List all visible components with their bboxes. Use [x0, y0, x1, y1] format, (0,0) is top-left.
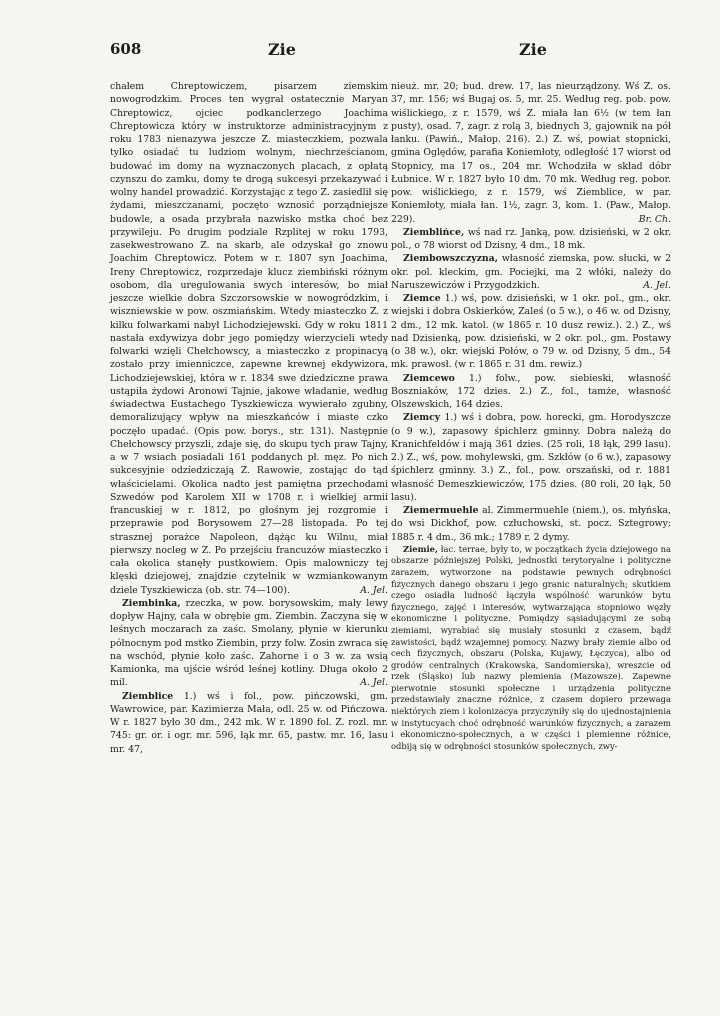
entry-ziemcy	[391, 411, 671, 504]
right-column	[391, 80, 671, 752]
entry-headword: Ziemie,	[403, 543, 438, 554]
entry-text: łac. terrae, były to, w początkach życia dziejowego na obszarze późniejszej Polski, jednostki terytoryalne i polityczne zarazem, wytworzone na podstawie pewnych odrębności fizycznych danego obszaru i jego granic naturalnych; skutkiem czego osiadła ludność łączyła wspólność warunków bytu fizycznego, zajęć i interesów, wytwarzająca stopniowo węzły ekonomiczne i polityczne. Pomiędzy sąsiadującymi ze sobą ziemiami, wyrabiać się musiały stosunki z czasem, bądź zawistości, bądź wzajemnej pomocy. Nazwy brały ziemie albo od cech fizycznych, obszaru (Polska, Kujawy, Łęczyca), albo od grodów centralnych (Krakowska, Sandomierska), wreszcie od rzek (Śląsko) lub nazwy plemienia (Mazowsze). Zapewne pierwotnie stosunki społeczne i urządzenia polityczne przedstawiały znaczne różnice, z czasem dopiero przewaga niektórych ziem i kolonizacya przyczyniły się do ujednostajnienia w instytucyach choć odrębność warunków fizycznych, a zarazem i ekonomiczno-społecznych, a w części i plemienne różnice, odbiją się w odrębności stosunków społecznych, zwy-	[391, 543, 671, 751]
entry-continuation	[391, 80, 671, 226]
page-number: 608	[110, 40, 142, 58]
entry-signature: A. Jel.	[360, 677, 388, 689]
entry-headword: Ziemblińce,	[403, 226, 465, 238]
entry-text: 1.) folw., pow. siebieski, własność Boszniaków, 172 dzies. 2.) Z., fol., tamże, własność Olszewskich, 164 dzies.	[391, 372, 671, 410]
entry-signature: A. Jel.	[360, 584, 388, 596]
entry-headword: Ziemcewo	[403, 372, 455, 384]
entry-ziemie	[391, 544, 671, 753]
entry-text: chałem Chreptowiczem, pisarzem ziemskim nowogrodzkim. Proces ten wygrał ostatecznie Maryan Chreptowicz, ojciec podkanclerzego Joachima Chreptowicza który w instruktorze administracyjnym z roku 1783 nienazywa jeszcze Z. miasteczkiem, pozwala tylko osiadać tu ludziom wolnym, niechrześcianom, budować im domy na wyznaczonych placach, z opłatą czynszu do zamku, domy te drogą sukcesyi przekazywać i wolny handel prowadzić. Korzystając z tego Z. zasiedlił się żydami, mieszczanami, poczęto wznosić porządniejsze budowle, a osada przybrała nazwisko mstka choć bez przywileju. Po drugim podziale Rzplitej w roku 1793, zasekwestrowano Z. na skarb, ale odzyskał go znowu Joachim Chreptowicz. Potem w r. 1807 syn Joachima, Ireny Chreptowicz, rozprzedaje klucz ziembiński różnym osobom, dla uregulowania swych interesów, bo miał jeszcze wielkie dobra Szczorsowskie w nowogródzkim, i wiszniewskie w pow. oszmiańskim. Wtedy miasteczko Z. z kilku folwarkami nabył Lichodziejewski. Gdy w roku 1811 nastała exdywizya dobr jego pomiędzy wierzycieli wtedy folwarki wzięli Chełchowscy, a miasteczko z propinacyą zostało przy imienniczce, zapewne krewnej ekdywizora, Lichodziejewskiej, która w r. 1834 swe dziedziczne prawa ustąpiła żydowi Aronowi Tajnie, jakowe władanie, według świadectwa Eustachego Tyszkiewicza wywierało zgubny, demoralizujący wpływ na mieszkańców i miaste czko poczęło upadać. (Opis pow. borys., str. 131). Następnie Chełchowscy przyszli, zdaje się, do skupu tych praw Tajny, a w 7 wsiach posiadali 161 poddanych pł. męz. Po nich sukcesyjnie odziedziczają Z. Rawowie, zostając do tąd właścicielami. Okolica nadto jest pamiętna przechodami Szwedów pod Karolem XII w 1708 r. i wielkiej armii francuskiej w r. 1812, po głośnym jej rozgromie i przeprawie pod Borysowem 27—28 listopada. Po tej strasznej porażce Napoleon, dążąc ku Wilnu, miał pierwszy nocleg w Z. Po przejściu francuzów miasteczko i cała okolica stanęły pustkowiem. Opis malowniczy tej klęski dziejowej, znajdzie czytelnik w wzmiankowanym dziele Tyszkiewicza (ob. str. 74—100).	[110, 81, 388, 596]
entry-headword: Ziemce	[403, 293, 441, 304]
entry-ziemcewo	[391, 372, 671, 412]
entry-headword: Ziemcy	[403, 412, 441, 424]
entry-text: nieuż. mr. 20; bud. drew. 17, las nieurządzony. Wś Z. os. 37, mr. 156; wś Bugaj os. 5, mr. 25. Według reg. pob. pow. wiślickiego, z r. 1579, wś Z. miała łan 6½ (w tem łan pusty), osad. 7, zagr. z rolą 3, biednych 3, gajownik na pół łanku. (Pawiń., Małop. 216). 2.) Z. wś, powiat stopnicki, gmina Oględów, parafia Koniemłoty, odległość 17 wiorst od Stopnicy, ma 17 os., 204 mr. Wchodziła w skład dóbr Łubnice. W r. 1827 było 10 dm. 70 mk. Według reg. pobor. pow. wiślickiego, z r. 1579, wś Ziemblice, w par. Koniemłoty, miała łan. 1½, zagr. 3, kom. 1. (Paw., Małop. 229).	[391, 81, 671, 225]
entry-headword: Ziembowszczyzna,	[403, 253, 498, 265]
entry-continuation	[110, 80, 388, 597]
left-column	[110, 80, 388, 756]
entry-headword: Ziembinka,	[122, 597, 181, 609]
running-head-left: Zie	[268, 40, 296, 59]
entry-text: al. Zimmermuehle (niem.), os. młyńska, do wsi Dickhof, pow. człuchowski, st. pocz. Sztegrowy; 1885 r. 4 dm., 36 mk.; 1789 r. 2 dymy.	[391, 505, 671, 543]
entry-text: 1.) wś i dobra, pow. horecki, gm. Horodyszcze (o 9 w.), zapasowy śpichlerz gminny. Dobra należą do Kranichfeldów i mają 361 dzies. (25 roli, 18 łąk, 299 lasu). 2.) Z., wś, pow. mohylewski, gm. Szkłów (o 6 w.), zapasowy śpichlerz gminny. 3.) Z., fol., pow. orszański, od r. 1881 własność Demeszkiewiczów, 175 dzies. (80 roli, 20 łąk, 50 lasu).	[391, 412, 671, 503]
entry-text: rzeczka, w pow. borysowskim, mały lewy dopływ Hajny, cała w obrębie gm. Ziembin. Zaczyna się w leśnych moczarach za zaśc. Smolany, płynie w kierunku północnym pod mstko Ziembin, przy folw. Zosin zwraca się na wschód, płynie koło zaśc. Zahorne i o 3 w. za wsią Kamionka, ma ujście wśród leśnej kotliny. Długa około 2 mil.	[110, 597, 388, 689]
entry-text: własność ziemska, pow. słucki, w 2 okr. pol. kleckim, gm. Pociejki, ma 2 włóki, należy do Naruszewiczów i Przygodzkich.	[391, 253, 671, 291]
running-head-right: Zie	[519, 40, 547, 59]
entry-ziemblince	[391, 226, 671, 253]
entry-ziemermuehle	[391, 504, 671, 544]
entry-ziembinka	[110, 597, 388, 690]
entry-text: 1.) wś, pow. dzisieński, w 1 okr. pol., gm., okr. wiejski i dobra Oskierków, Zaleś (o 5 w.), o 46 w. od Dzisny, 2 dm., 12 mk. katol. (w 1865 r. 10 dusz rewiz.). 2.) Z., wś nad Dzisienką, pow. dzisieński, w 2 okr. pol., gm. Postawy (o 38 w.), okr. wiejski Połów, o 79 w. od Dzisny, 5 dm., 54 mk. prawosł. (w r. 1865 r. 31 dm. rewiz.)	[391, 293, 671, 371]
entry-ziembowszczyzna	[391, 252, 671, 292]
entry-signature: Br. Ch.	[638, 213, 671, 225]
entry-signature: A. Jel.	[643, 279, 671, 291]
entry-text: wś nad rz. Janką, pow. dzisieński, w 2 okr. pol., o 78 wiorst od Dzisny, 4 dm., 18 mk.	[391, 226, 671, 251]
entry-headword: Ziemermuehle	[403, 505, 479, 516]
entry-headword: Ziemblice	[122, 690, 174, 702]
entry-ziemblice	[110, 690, 388, 756]
entry-ziemce	[391, 292, 671, 372]
page-header	[0, 40, 720, 64]
entry-text: 1.) wś i fol., pow. pińczowski, gm. Wawrowice, par. Kazimierza Mała, odl. 25 w. od Pińczowa. W r. 1827 było 30 dm., 242 mk. W r. 1890 fol. Z. rozl. mr. 745: gr. or. i ogr. mr. 596, łąk mr. 65, pastw. mr. 16, lasu mr. 47,	[110, 690, 388, 755]
